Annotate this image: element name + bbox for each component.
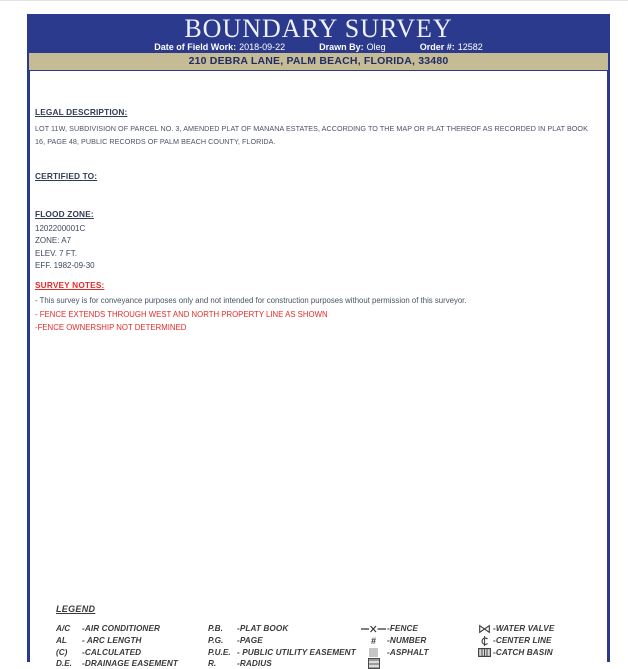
legal-description-section <box>35 107 601 148</box>
property-address-bar: 210 DEBRA LANE, PALM BEACH, FLORIDA, 33480 <box>29 53 608 70</box>
legal-description-text: LOT 11W, SUBDIVISION OF PARCEL NO. 3, AMENDED PLAT OF MANANA ESTATES, ACCORDING TO THE MAP OR PLAT THEREOF AS RECORDED IN PLAT BOOK 16, PAGE 48, PUBLIC RECORDS OF PALM BEACH COUNTY, FLORIDA. <box>35 124 588 146</box>
survey-note: - This survey is for conveyance purposes only and not intended for construction purposes without permission of this surveyor. <box>35 296 467 305</box>
certified-to-section <box>35 171 601 181</box>
drawn-by-value: Oleg <box>366 42 386 52</box>
legend-item: -FENCE <box>360 623 418 634</box>
survey-sheet-body <box>27 71 610 668</box>
survey-notes-list <box>35 294 601 335</box>
center-line-icon <box>476 636 493 646</box>
legend-item: A/C -AIR CONDITIONER <box>56 624 161 633</box>
survey-notes-section <box>35 280 601 335</box>
flood-zone-details <box>35 223 601 273</box>
legend-item: P.U.E. - PUBLIC UTILITY EASEMENT <box>208 647 356 657</box>
legend-heading: LEGEND <box>56 604 96 614</box>
legend-item: -CATCH BASIN <box>476 647 553 658</box>
legend-section <box>56 604 612 668</box>
legend-item: R. -RADIUS <box>208 659 272 668</box>
catch-basin-icon <box>476 648 493 657</box>
asphalt-icon <box>360 648 387 657</box>
field-work-date <box>154 41 285 53</box>
legend-item: D.E. -DRAINAGE EASEMENT <box>56 659 178 668</box>
legend-item: -ASPHALT <box>360 647 429 658</box>
concrete-icon <box>360 658 387 669</box>
legend-item: -CENTER LINE <box>476 635 552 646</box>
fence-icon <box>360 625 387 633</box>
flood-zone-panel-number: 1202200001C <box>35 224 86 233</box>
survey-note: - FENCE EXTENDS THROUGH WEST AND NORTH PROPERTY LINE AS SHOWN <box>35 309 328 319</box>
page-top-edge <box>0 0 628 1</box>
legend-item <box>360 658 387 669</box>
water-valve-icon <box>476 625 493 633</box>
order-number <box>420 41 483 53</box>
legend-item: AL - ARC LENGTH <box>56 636 142 645</box>
flood-zone-heading: FLOOD ZONE: <box>35 209 94 219</box>
drawn-by-label: Drawn By: <box>319 42 364 52</box>
flood-zone-elevation: ELEV. 7 FT. <box>35 248 77 258</box>
flood-zone-zone: ZONE: A7 <box>35 236 72 246</box>
order-value: 12582 <box>457 42 483 52</box>
flood-zone-effective-date: EFF. 1982-09-30 <box>35 261 95 271</box>
survey-header <box>27 14 610 73</box>
legend-item: (C) -CALCULATED <box>56 647 142 657</box>
field-work-label: Date of Field Work: <box>154 42 237 52</box>
survey-note: -FENCE OWNERSHIP NOT DETERMINED <box>35 323 187 333</box>
order-label: Order #: <box>419 42 455 52</box>
legal-description-heading: LEGAL DESCRIPTION: <box>35 107 128 117</box>
page-title: BOUNDARY SURVEY <box>184 14 453 43</box>
legend-item: # -NUMBER <box>360 635 426 646</box>
number-icon: # <box>370 635 376 646</box>
legend-item: P.B. -PLAT BOOK <box>208 624 289 633</box>
flood-zone-section <box>35 209 601 273</box>
drawn-by <box>319 41 386 53</box>
field-work-value: 2018-09-22 <box>239 42 286 52</box>
certified-to-heading: CERTIFIED TO: <box>35 171 98 181</box>
survey-notes-heading: SURVEY NOTES: <box>35 280 105 290</box>
legend-item: P.G. -PAGE <box>208 636 263 645</box>
legend-item: -WATER VALVE <box>476 623 554 634</box>
header-meta-row <box>27 41 610 53</box>
